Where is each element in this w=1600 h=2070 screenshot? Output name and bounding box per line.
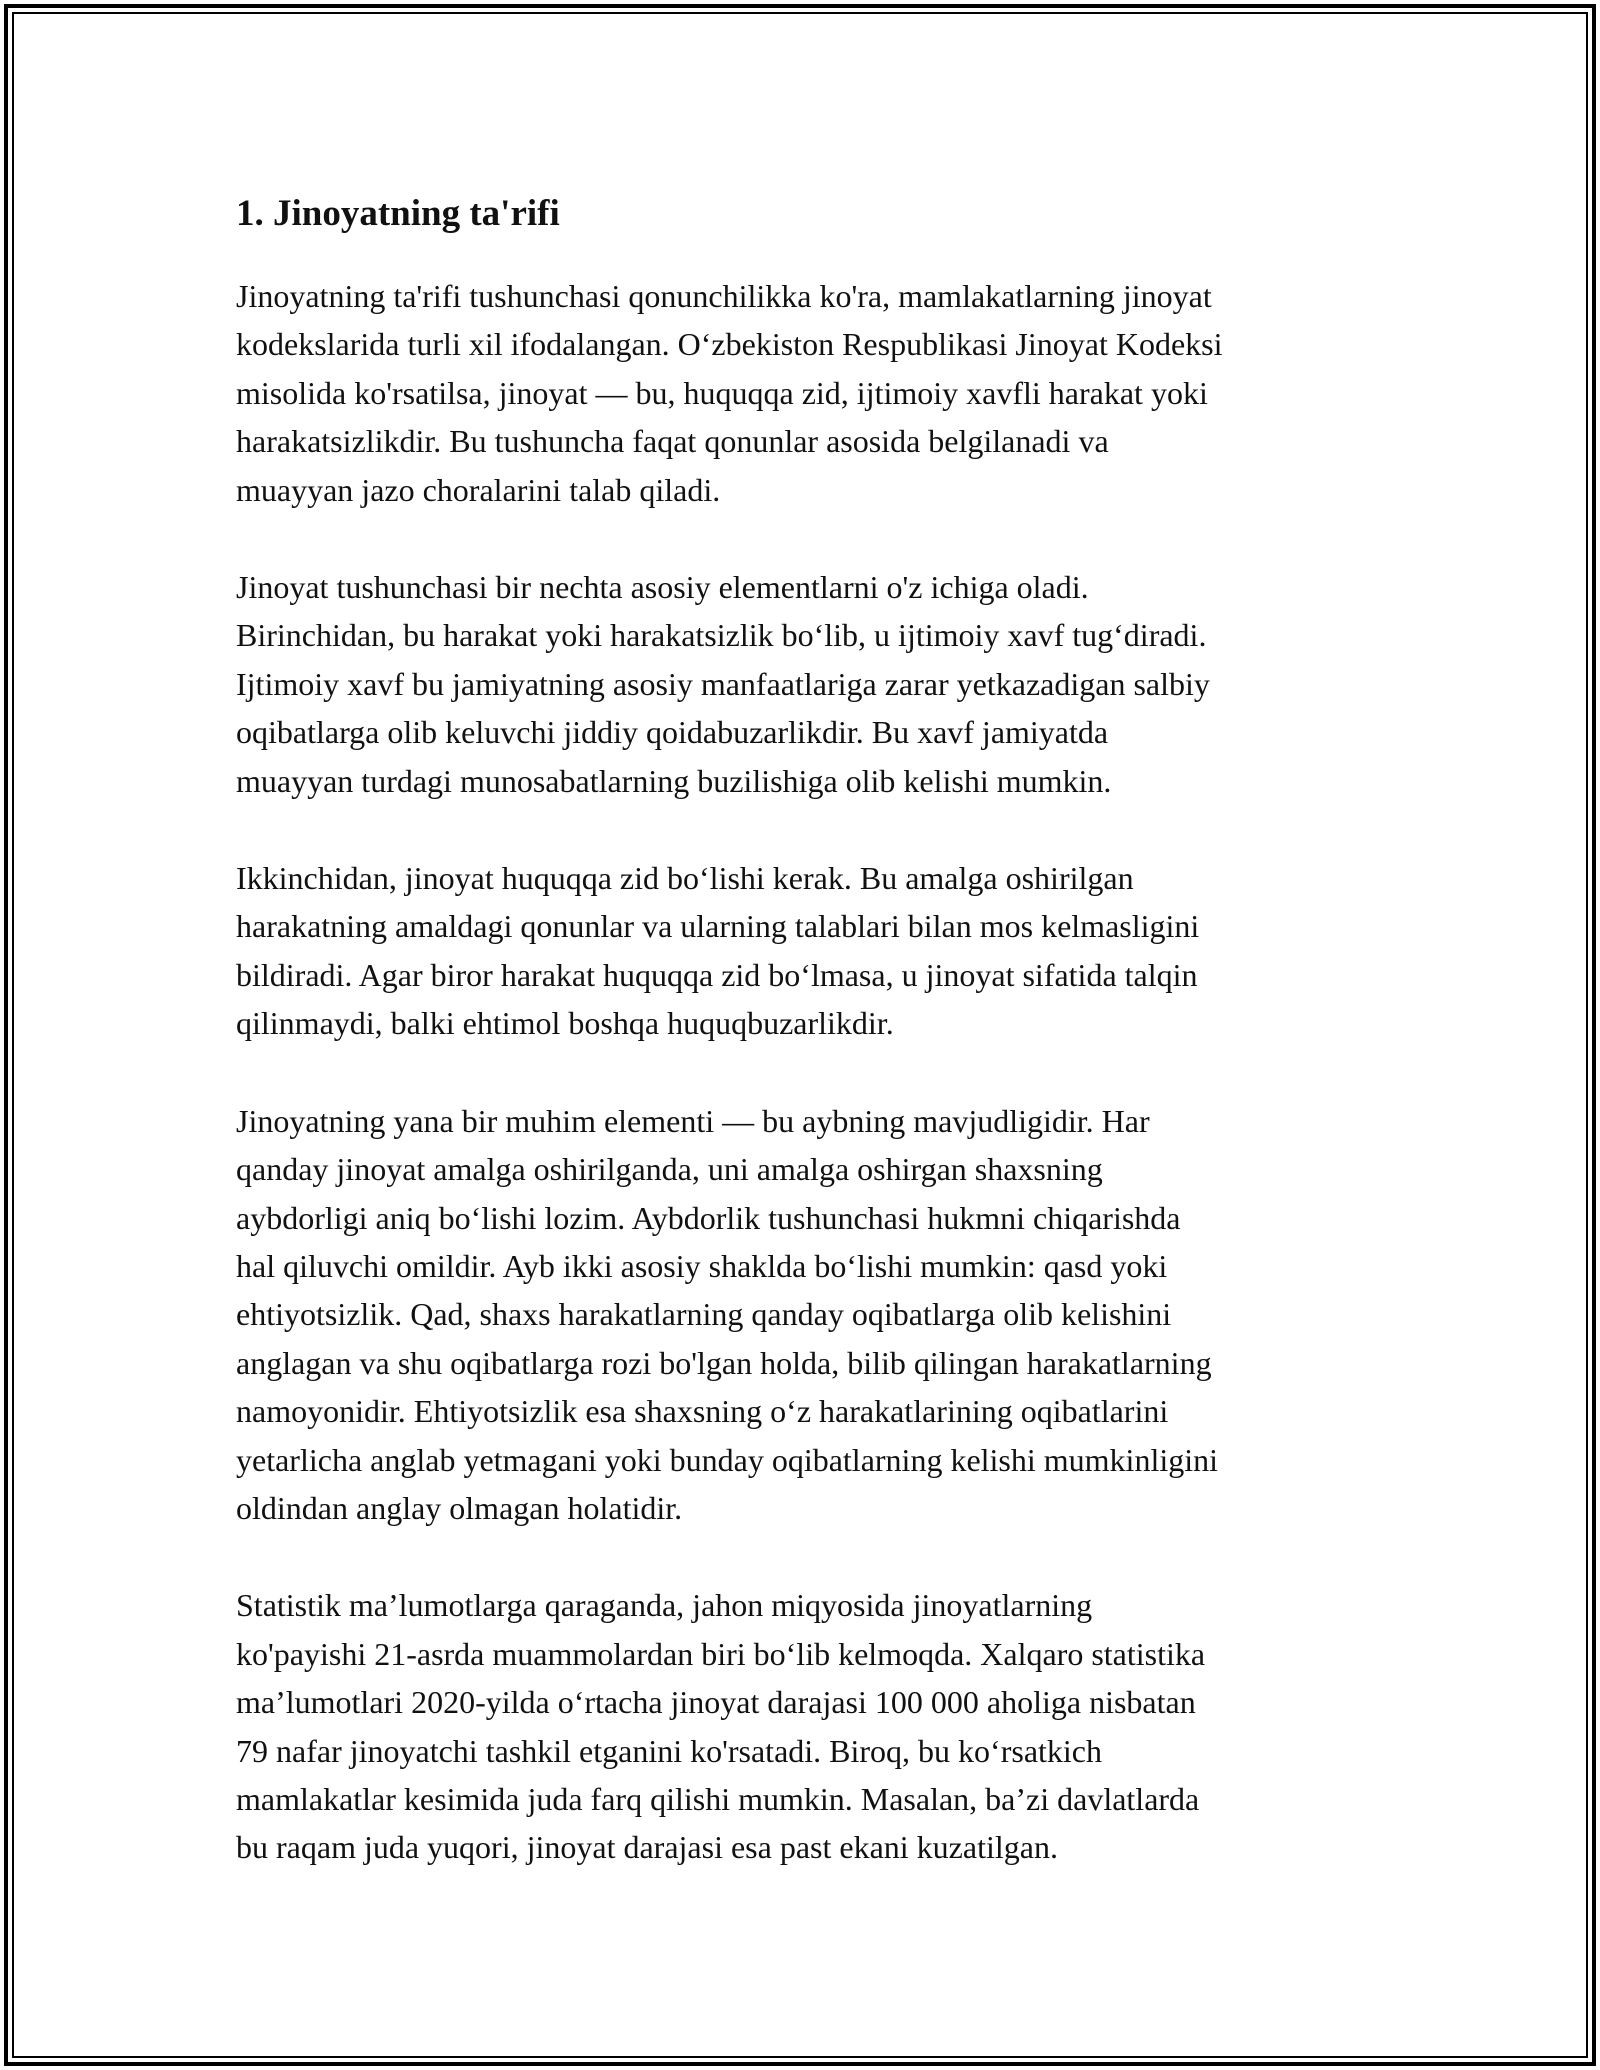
- paragraph-statistics: Statistik ma’lumotlarga qaraganda, jahon miqyosida jinoyatlarning ko'payishi 21-asrda muammolardan biri bo‘lib kelmoqda. Xalqaro statistika ma’lumotlari 2020-yilda o‘rtacha jinoyat darajasi 100 000 aholiga nisbatan 79 nafar jinoyatchi tashkil etganini ko'rsatadi. Biroq, bu ko‘rsatkich mamlakatlar kesimida juda farq qilishi mumkin. Masalan, ba’zi davlatlarda bu raqam juda yuqori, jinoyat darajasi esa past ekani kuzatilgan.: [236, 1587, 1206, 1866]
- paragraph-unlawfulness: Ikkinchidan, jinoyat huquqqa zid bo‘lishi kerak. Bu amalga oshirilgan harakatning amaldagi qonunlar va ularning talablari bilan mos kelmasligini bildiradi. Agar biror harakat huquqqa zid bo‘lmasa, u jinoyat sifatida talqin qilinmaydi, balki ehtimol boshqa huquqbuzarlikdir.: [236, 860, 1200, 1042]
- paragraph-elements: Jinoyat tushunchasi bir nechta asosiy elementlarni o'z ichiga oladi. Birinchidan, bu harakat yoki harakatsizlik bo‘lib, u ijtimoiy xavf tug‘diradi. Ijtimoiy xavf bu jamiyatning asosiy manfaatlariga zarar yetkazadigan salbiy oqibatlarga olib keluvchi jiddiy qoidabuzarlikdir. Bu xavf jamiyatda muayyan turdagi munosabatlarning buzilishiga olib kelishi mumkin.: [236, 569, 1210, 799]
- paragraph-definition: Jinoyatning ta'rifi tushunchasi qonunchilikka ko'ra, mamlakatlarning jinoyat kodekslarida turli xil ifodalangan. O‘zbekiston Respublikasi Jinoyat Kodeksi misolida ko'rsatilsa, jinoyat — bu, huquqqa zid, ijtimoiy xavfli harakat yoki harakatsizlikdir. Bu tushuncha faqat qonunlar asosida belgilanadi va muayyan jazo choralarini talab qiladi.: [236, 278, 1223, 508]
- section-heading: 1. Jinoyatning ta'rifi: [236, 193, 560, 234]
- document-body: [236, 186, 1386, 1872]
- paragraph-guilt: Jinoyatning yana bir muhim elementi — bu aybning mavjudligidir. Har qanday jinoyat amalga oshirilganda, uni amalga oshirgan shaxsning aybdorligi aniq bo‘lishi lozim. Aybdorlik tushunchasi hukmni chiqarishda hal qiluvchi omildir. Ayb ikki asosiy shaklda bo‘lishi mumkin: qasd yoki ehtiyotsizlik. Qad, shaxs harakatlarning qanday oqibatlarga olib kelishini anglagan va shu oqibatlarga rozi bo'lgan holda, bilib qilingan harakatlarning namoyonidir. Ehtiyotsizlik esa shaxsning o‘z harakatlarining oqibatlarini yetarlicha anglab yetmagani yoki bunday oqibatlarning kelishi mumkinligini oldindan anglay olmagan holatidir.: [236, 1102, 1218, 1526]
